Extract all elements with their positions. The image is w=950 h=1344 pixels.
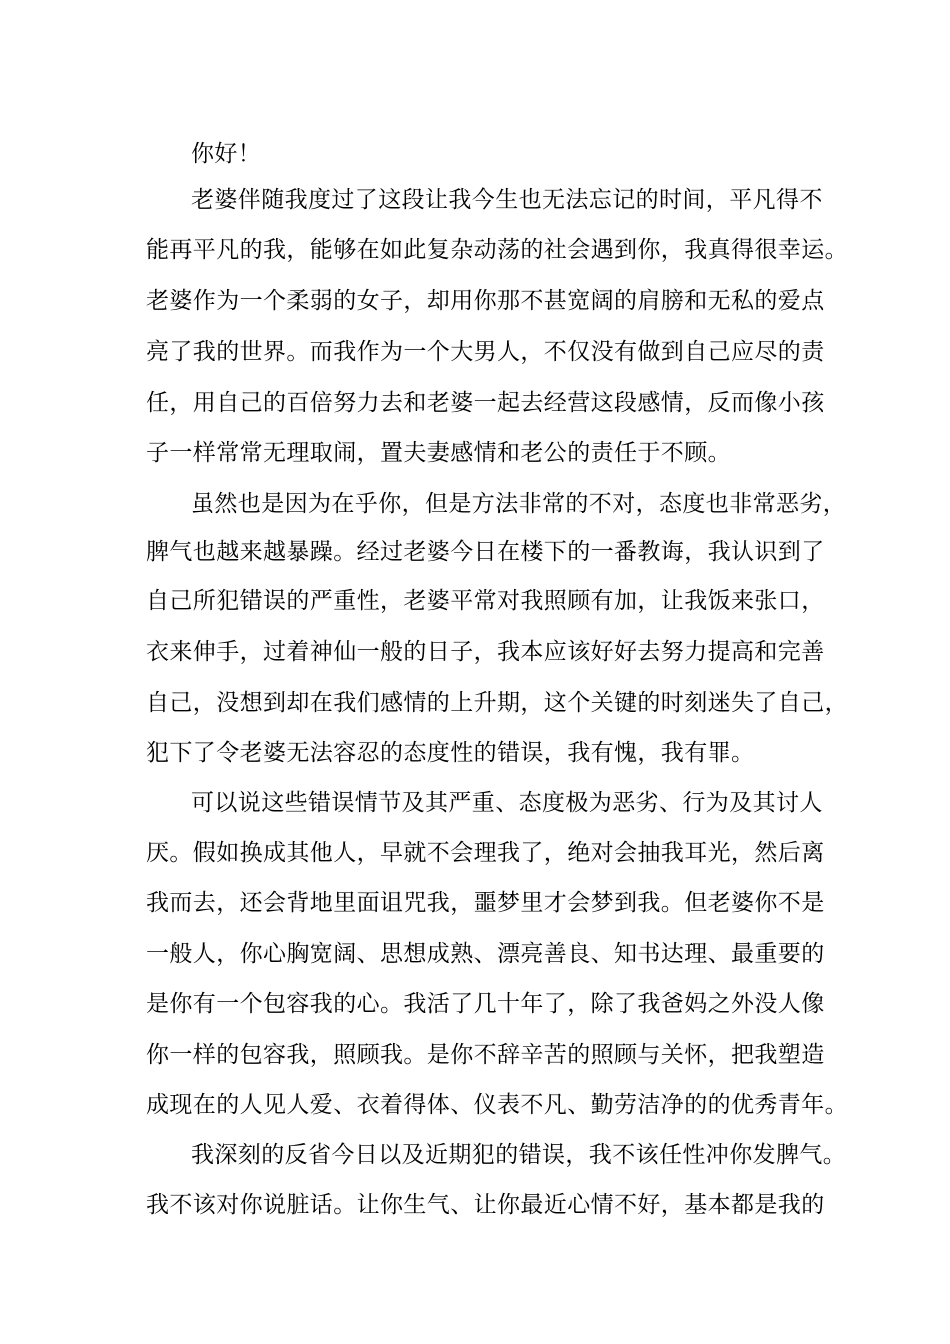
- paragraph-2-line: 脾气也越来越暴躁。经过老婆今日在楼下的一番教诲，我认识到了: [146, 539, 825, 565]
- paragraph-2-line: 自己所犯错误的严重性，老婆平常对我照顾有加，让我饭来张口，: [146, 588, 825, 614]
- paragraph-2-line: 自己，没想到却在我们感情的上升期，这个关键的时刻迷失了自己，: [146, 690, 848, 716]
- paragraph-1-line: 任，用自己的百倍努力去和老婆一起去经营这段感情，反而像小孩: [146, 390, 825, 416]
- paragraph-1-line: 能再平凡的我，能够在如此复杂动荡的社会遇到你，我真得很幸运。: [146, 237, 848, 263]
- paragraph-4-line: 我深刻的反省今日以及近期犯的错误，我不该任性冲你发脾气。: [191, 1142, 847, 1168]
- paragraph-2-line: 衣来伸手，过着神仙一般的日子，我本应该好好去努力提高和完善: [146, 639, 825, 665]
- paragraph-1-line: 子一样常常无理取闹，置夫妻感情和老公的责任于不顾。: [146, 440, 731, 466]
- paragraph-4-line: 我不该对你说脏话。让你生气、让你最近心情不好，基本都是我的: [146, 1192, 825, 1218]
- paragraph-3-line: 是你有一个包容我的心。我活了几十年了，除了我爸妈之外没人像: [146, 991, 825, 1017]
- paragraph-3-line: 我而去，还会背地里面诅咒我，噩梦里才会梦到我。但老婆你不是: [146, 890, 825, 916]
- paragraph-3-line: 成现在的人见人爱、衣着得体、仪表不凡、勤劳洁净的的优秀青年。: [146, 1092, 848, 1118]
- paragraph-3-line: 一般人，你心胸宽阔、思想成熟、漂亮善良、知书达理、最重要的: [146, 941, 825, 967]
- paragraph-2-line: 犯下了令老婆无法容忍的态度性的错误，我有愧，我有罪。: [146, 740, 755, 766]
- paragraph-3-line: 你一样的包容我，照顾我。是你不辞辛苦的照顾与关怀，把我塑造: [146, 1042, 825, 1068]
- paragraph-1-line: 亮了我的世界。而我作为一个大男人，不仅没有做到自己应尽的责: [146, 339, 825, 365]
- paragraph-1-line: 老婆伴随我度过了这段让我今生也无法忘记的时间，平凡得不: [191, 187, 823, 213]
- paragraph-2-line: 虽然也是因为在乎你，但是方法非常的不对，态度也非常恶劣，: [191, 491, 847, 517]
- greeting: 你好！: [191, 141, 262, 167]
- paragraph-3-line: 可以说这些错误情节及其严重、态度极为恶劣、行为及其讨人: [191, 790, 823, 816]
- paragraph-1-line: 老婆作为一个柔弱的女子，却用你那不甚宽阔的肩膀和无私的爱点: [146, 288, 825, 314]
- paragraph-3-line: 厌。假如换成其他人，早就不会理我了，绝对会抽我耳光，然后离: [146, 840, 825, 866]
